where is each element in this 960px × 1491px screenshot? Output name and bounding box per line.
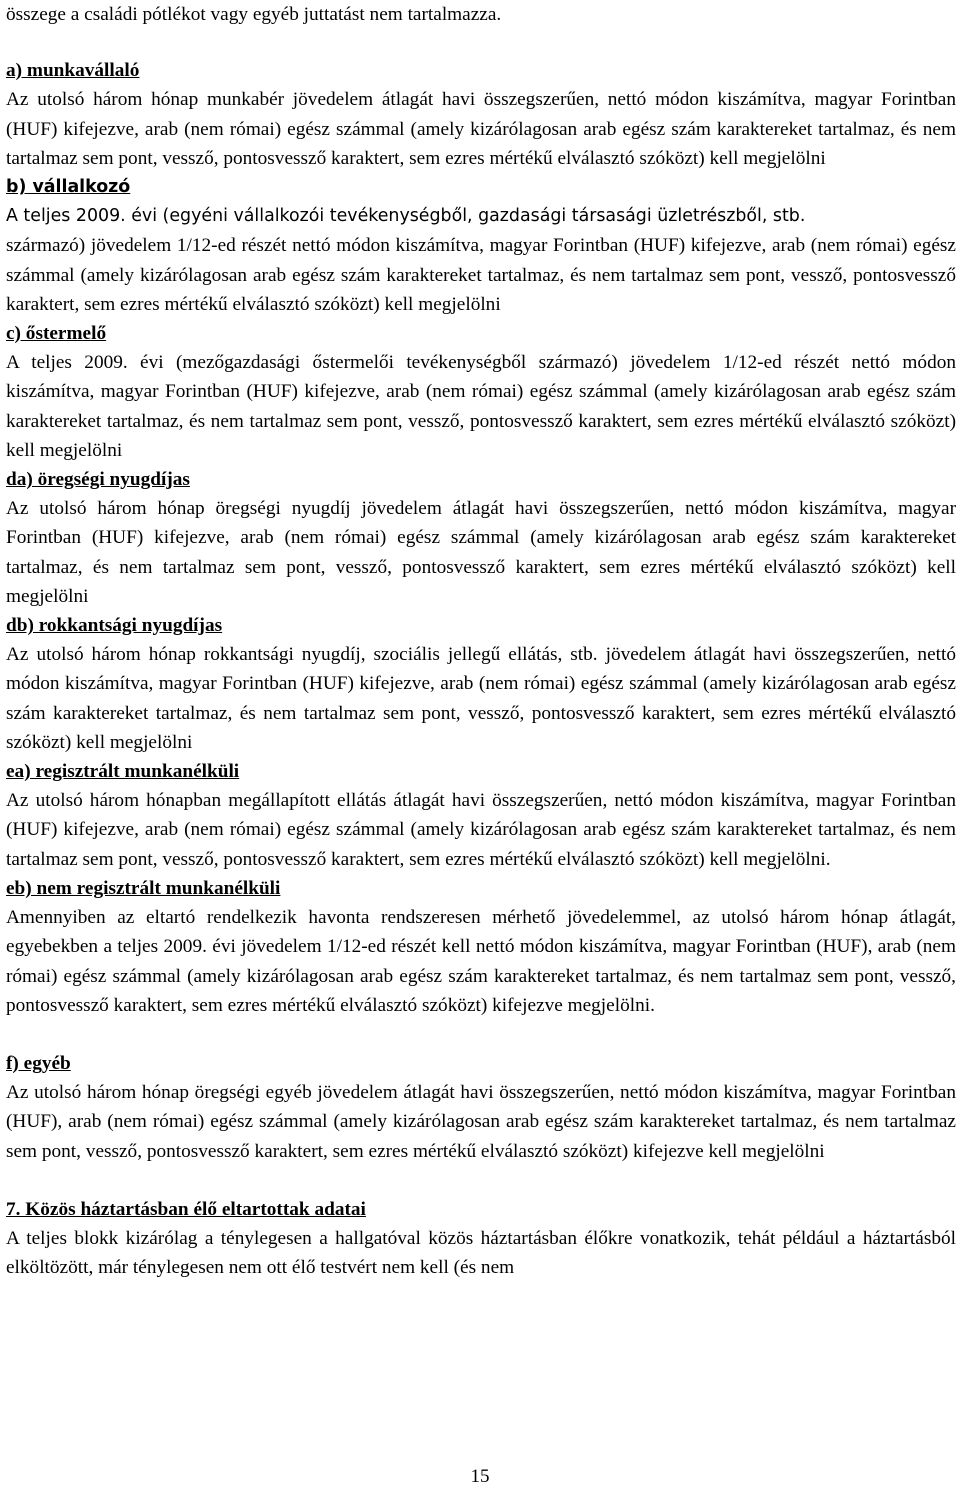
section-f-heading: f) egyéb	[6, 1052, 71, 1074]
section-eb-heading: eb) nem regisztrált munkanélküli	[6, 877, 281, 899]
section-c-heading: c) őstermelő	[6, 323, 107, 345]
section-b-text: származó) jövedelem 1/12-ed részét nettó módon kiszámítva, magyar Forintban (HUF) kifejezve, arab (nem római) egész számmal (amely kizárólagosan arab egész szám karaktereket tartalmaz, és nem tartalmaz sem pont, vessző, pontosvessző karaktert, sem ezres mértékű elválasztó szóközt) kell megjelölni	[6, 235, 956, 315]
section-7-heading: 7. Közös háztartásban élő eltartottak adatai	[6, 1198, 366, 1220]
lead-paragraph: összege a családi pótlékot vagy egyéb juttatást nem tartalmazza.	[6, 4, 502, 25]
section-db-heading: db) rokkantsági nyugdíjas	[6, 615, 223, 637]
section-c-text: A teljes 2009. évi (mezőgazdasági őstermelői tevékenységből származó) jövedelem 1/12-ed részét nettó módon kiszámítva, magyar Forintban (HUF) kifejezve, arab (nem római) egész számmal (amely kizárólagosan arab egész szám karaktereket tartalmaz, és nem tartalmaz sem pont, vessző, pontosvessző karaktert, sem ezres mértékű elválasztó szóközt) kell megjelölni	[6, 352, 956, 461]
section-b-intro: A teljes 2009. évi (egyéni vállalkozói tevékenységből, gazdasági társasági üzletrészből, stb.	[6, 206, 806, 227]
section-eb-text: Amennyiben az eltartó rendelkezik havonta rendszeresen mérhető jövedelemmel, az utolsó három hónap átlagát, egyebekben a teljes 2009. évi jövedelem 1/12-ed részét kell nettó módon kiszámítva, magyar Forintban (HUF), arab (nem római) egész számmal (amely kizárólagosan arab egész szám karaktereket tartalmaz, és nem tartalmaz sem pont, vessző, pontosvessző karaktert, sem ezres mértékű elválasztó szóközt) kifejezve megjelölni.	[6, 907, 956, 1016]
section-7-text: A teljes blokk kizárólag a ténylegesen a hallgatóval közös háztartásban élőkre vonatkozik, tehát például a háztartásból elköltözött, már ténylegesen nem ott élő testvért nem kell (és nem	[6, 1227, 956, 1279]
section-db-text: Az utolsó három hónap rokkantsági nyugdíj, szociális jellegű ellátás, stb. jövedelem átlagát havi összegszerűen, nettó módon kiszámítva, magyar Forintban (HUF) kifejezve, arab (nem római) egész számmal (amely kizárólagosan arab egész szám karaktereket tartalmaz, és nem tartalmaz sem pont, vessző, pontosvessző karaktert, sem ezres mértékű elválasztó szóközt) kell megjelölni	[6, 644, 956, 753]
section-ea-heading: ea) regisztrált munkanélküli	[6, 761, 240, 783]
section-a-heading: a) munkavállaló	[6, 60, 140, 82]
spacer	[6, 29, 956, 56]
section-da-text: Az utolsó három hónap öregségi nyugdíj jövedelem átlagát havi összegszerűen, nettó módon kiszámítva, magyar Forintban (HUF) kifejezve, arab (nem római) egész számmal (amely kizárólagosan arab egész szám karaktereket tartalmaz, és nem tartalmaz sem pont, vessző, pontosvessző karaktert, sem ezres mértékű elválasztó szóközt) kell megjelölni	[6, 498, 956, 607]
section-b-heading: b) vállalkozó	[6, 177, 131, 198]
section-da-heading: da) öregségi nyugdíjas	[6, 469, 190, 491]
page-number: 15	[470, 1466, 490, 1487]
spacer	[6, 1166, 956, 1195]
document-page	[6, 0, 956, 1282]
section-f-text: Az utolsó három hónap öregségi egyéb jövedelem átlagát havi összegszerűen, nettó módon kiszámítva, magyar Forintban (HUF), arab (nem római) egész számmal (amely kizárólagosan arab egész szám karaktereket tartalmaz, és nem tartalmaz sem pont, vessző, pontosvessző karaktert, sem ezres mértékű elválasztó szóközt) kifejezve kell megjelölni	[6, 1082, 956, 1162]
spacer	[6, 1020, 956, 1049]
section-ea-text: Az utolsó három hónapban megállapított ellátás átlagát havi összegszerűen, nettó módon kiszámítva, magyar Forintban (HUF) kifejezve, arab (nem római) egész számmal (amely kizárólagosan arab egész szám karaktereket tartalmaz, és nem tartalmaz sem pont, vessző, pontosvessző karaktert, sem ezres mértékű elválasztó szóközt) kell megjelölni.	[6, 790, 956, 870]
section-a-text: Az utolsó három hónap munkabér jövedelem átlagát havi összegszerűen, nettó módon kiszámítva, magyar Forintban (HUF) kifejezve, arab (nem római) egész számmal (amely kizárólagosan arab egész szám karaktereket tartalmaz, és nem tartalmaz sem pont, vessző, pontosvessző karaktert, sem ezres mértékű elválasztó szóközt) kell megjelölni	[6, 89, 956, 169]
